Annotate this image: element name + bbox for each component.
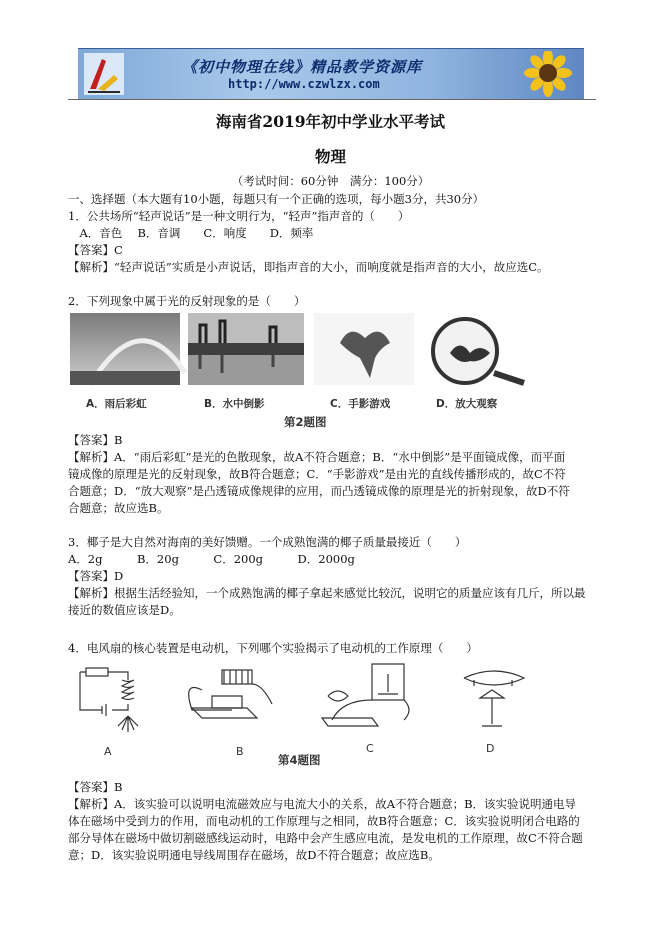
q4-stem: 4．电风扇的核心装置是电动机，下列哪个实验揭示了电动机的工作原理（ ） <box>68 641 478 655</box>
q2-answer: 【答案】B <box>68 433 123 447</box>
q4-label-b: B <box>236 745 244 758</box>
banner-url: http://www.czwlzx.com <box>228 77 380 91</box>
q4-analysis-line-1: 【解析】A．该实验可以说明电流磁效应与电流大小的关系，故A不符合题意；B．该实验说明通电导 <box>68 797 577 811</box>
q4-figure <box>72 660 532 740</box>
q2-caption-c: C．手影游戏 <box>330 398 391 410</box>
q3-analysis-line-2: 接近的数值应该是D。 <box>68 603 181 617</box>
q4-figure-title: 第4题图 <box>278 753 321 767</box>
experiment-d-diagram <box>464 671 524 726</box>
experiment-a-diagram <box>80 668 138 732</box>
q1-options: A．音色 B．音调 C．响度 D．频率 <box>68 226 314 240</box>
q2-analysis-line-4: 合题意；故应选B。 <box>68 501 169 515</box>
q4-analysis-line-3: 部分导体在磁场中做切割磁感线运动时，电路中会产生感应电流，是发电机的工作原理，故C不符合题 <box>68 831 583 845</box>
q4-label-c: C <box>366 742 374 755</box>
q4-analysis-line-4: 意；D．该实验说明通电导线周围存在磁场，故D不符合题意；故应选B。 <box>68 848 440 862</box>
magnifier-photo <box>422 313 532 385</box>
exam-title: 海南省2019年初中学业水平考试 <box>215 112 446 131</box>
q1-stem: 1．公共场所“轻声说话”是一种文明行为，“轻声”指声音的（ ） <box>68 209 410 223</box>
q2-caption-d: D．放大观察 <box>436 398 498 410</box>
site-logo-icon <box>84 53 124 95</box>
q4-label-a: A <box>104 745 112 758</box>
shadow-puppet-photo <box>314 313 414 385</box>
exam-subject: 物理 <box>314 147 346 166</box>
experiment-c-diagram <box>322 664 409 726</box>
q3-answer: 【答案】D <box>68 569 124 583</box>
exam-meta: （考试时间：60分钟 满分：100分） <box>231 174 430 188</box>
q2-analysis-line-3: 合题意；D．“放大观察”是凸透镜成像规律的应用，而凸透镜成像的原理是光的折射现象，故D不符 <box>68 484 570 498</box>
q2-figure-title: 第2题图 <box>284 415 327 429</box>
header-banner <box>78 48 584 100</box>
banner-title: 《初中物理在线》精品教学资源库 <box>182 58 423 76</box>
q2-caption-b: B．水中倒影 <box>204 398 265 410</box>
q2-analysis-line-1: 【解析】A．“雨后彩虹”是光的色散现象，故A不符合题意；B．“水中倒影”是平面镜成像，而平面 <box>68 450 566 464</box>
sunflower-icon <box>514 51 578 97</box>
q4-analysis-line-2: 体在磁场中受到力的作用，而电动机的工作原理与之相同，故B符合题意；C．该实验说明闭合电路的 <box>68 814 580 828</box>
q2-caption-a: A．雨后彩虹 <box>86 398 147 410</box>
q2-analysis-line-2: 镜成像的原理是光的反射现象，故B符合题意；C．“手影游戏”是由光的直线传播形成的，故C不符 <box>68 467 566 481</box>
rainbow-photo <box>70 313 185 385</box>
q4-label-d: D <box>486 742 495 755</box>
q4-answer: 【答案】B <box>68 780 123 794</box>
reflection-photo <box>188 313 304 385</box>
experiment-b-diagram <box>189 670 272 718</box>
q3-stem: 3．椰子是大自然对海南的美好馈赠。一个成熟饱满的椰子质量最接近（ ） <box>68 535 467 549</box>
header-rule <box>68 99 596 100</box>
q1-analysis: 【解析】“轻声说话”实质是小声说话，即指声音的大小，而响度就是指声音的大小，故应选C。 <box>68 260 549 274</box>
q3-analysis-line-1: 【解析】根据生活经验知，一个成熟饱满的椰子拿起来感觉比较沉，说明它的质量应该有几斤，所以最 <box>68 586 586 600</box>
q1-answer: 【答案】C <box>68 243 123 257</box>
q3-options: A．2g B．20g C．200g D．2000g <box>68 552 355 566</box>
section-heading: 一、选择题（本大题有10小题，每题只有一个正确的选项，每小题3分，共30分） <box>68 192 485 206</box>
q2-stem: 2．下列现象中属于光的反射现象的是（ ） <box>68 294 306 308</box>
